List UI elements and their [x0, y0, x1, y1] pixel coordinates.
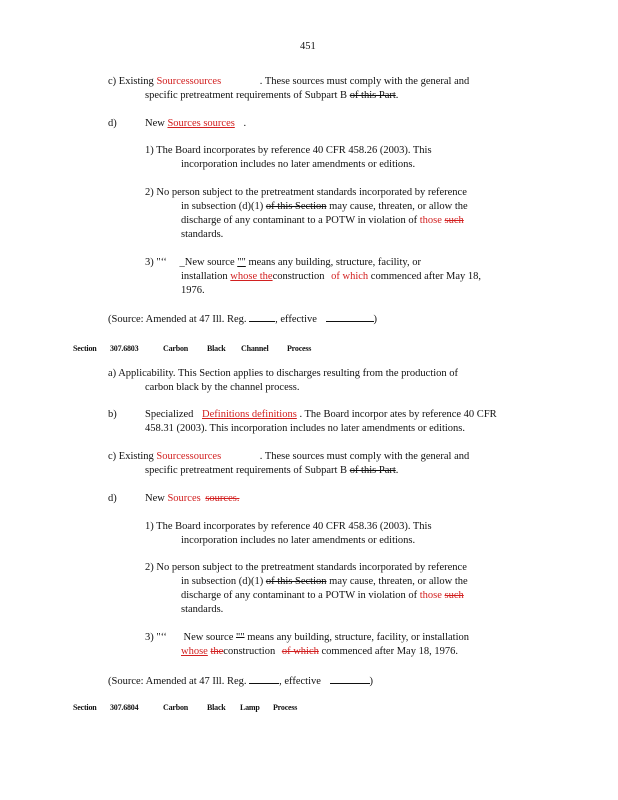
inserted-text: whose [181, 646, 208, 657]
paragraph-text: Specialized [145, 409, 194, 420]
item-3-line3: 1976. [181, 285, 205, 296]
existing-sources-paragraph [108, 75, 469, 88]
paragraph-text: may cause, threaten, or allow the [329, 576, 468, 587]
item-2: 2) No person subject to the pretreatment standards incorporated by reference [145, 187, 467, 198]
subsection-label: c) [108, 76, 117, 87]
paragraph-text: means any building, structure, facility, or installation [247, 632, 469, 643]
new-sources-heading [108, 117, 117, 130]
item-1: 1) The Board incorporates by reference 40 CFR 458.26 (2003). This [145, 145, 432, 156]
section-title-word: Process [273, 703, 298, 712]
paragraph-text: New source [183, 632, 234, 643]
deleted-text: of this Part [349, 90, 396, 101]
paragraph-text: . These sources must comply with the general and [259, 76, 470, 87]
paragraph-text: specific pretreatment requirements of Subpart B [145, 465, 348, 476]
section-title-word: Carbon [163, 344, 189, 353]
source-text: , effective [279, 676, 321, 687]
paragraph-text: specific pretreatment requirements of Subpart B [145, 90, 348, 101]
blank-line [330, 673, 370, 684]
section-title-word: Lamp [240, 703, 260, 712]
inserted-text: Sources [167, 493, 201, 504]
paragraph-text: construction [223, 646, 276, 657]
new-sources-heading: d) [108, 493, 117, 504]
period: . [395, 465, 399, 476]
source-text: ) [369, 676, 374, 687]
source-note [108, 311, 377, 326]
section-title-word: Black [207, 344, 226, 353]
deleted-text: such [444, 590, 464, 601]
paragraph-text: discharge of any contaminant to a POTW in violation of [181, 215, 418, 226]
page-number: 451 [300, 41, 316, 52]
applicability-paragraph: a) Applicability. This Section applies to discharges resulting from the production of [108, 368, 459, 379]
item-2-line2 [181, 200, 468, 213]
inserted-text: Sourcessources [156, 451, 222, 462]
item-3 [145, 256, 421, 269]
existing-word: Existing [118, 76, 154, 87]
inserted-text: those [419, 590, 442, 601]
paragraph-text: installation [181, 271, 228, 282]
item-3-line2 [181, 270, 481, 283]
existing-sources-paragraph [108, 450, 469, 463]
definitions-line2: 458.31 (2003). This incorporation includes no later amendments or editions. [145, 423, 465, 434]
new-sources-text [145, 117, 246, 130]
blank-line [249, 311, 275, 322]
item-2-line4: standards. [181, 229, 224, 240]
paragraph-text: means any building, structure, facility, or [248, 257, 421, 268]
source-text: (Source: Amended at 47 Ill. Reg. [108, 314, 247, 325]
definitions-paragraph [145, 408, 497, 421]
definitions-label: b) [108, 409, 117, 420]
paragraph-text: commenced after May 18, [370, 271, 482, 282]
quote-marks: "" [235, 632, 245, 643]
source-text: , effective [275, 314, 317, 325]
deleted-text: of this Section [265, 201, 327, 212]
paragraph-text: may cause, threaten, or allow the [329, 201, 468, 212]
item-2-line3 [181, 589, 464, 602]
section-title-word: Carbon [163, 703, 189, 712]
item-1-line2: incorporation includes no later amendments or editions. [181, 535, 416, 546]
deleted-text: sources [205, 493, 237, 504]
paragraph-text: . These sources must comply with the general and [259, 451, 470, 462]
existing-word: c) Existing [108, 451, 154, 462]
item-1-line2: incorporation includes no later amendments or editions. [181, 159, 416, 170]
paragraph-text: in subsection (d)(1) [181, 576, 264, 587]
paragraph-text: commenced after May 18, 1976. [321, 646, 458, 657]
inserted-text: Sourcessources [156, 76, 222, 87]
section-number: 307.6803 [110, 344, 139, 353]
new-sources-text [145, 492, 239, 505]
inserted-text: Sources sources [167, 118, 235, 129]
section-title-word: Channel [241, 344, 269, 353]
existing-sources-line2 [145, 89, 398, 102]
item-number: 3) "‘‘ [145, 632, 167, 643]
new-word: New [145, 118, 165, 129]
section-title-word: Black [207, 703, 226, 712]
source-note [108, 673, 373, 688]
deleted-text: of this Part [349, 465, 396, 476]
section-number: 307.6804 [110, 703, 139, 712]
item-3-line2 [181, 645, 458, 658]
applicability-line2: carbon black by the channel process. [145, 382, 300, 393]
item-1: 1) The Board incorporates by reference 40 CFR 458.36 (2003). This [145, 521, 432, 532]
deleted-text: the [210, 646, 224, 657]
item-2: 2) No person subject to the pretreatment standards incorporated by reference [145, 562, 467, 573]
section-word: Section [73, 344, 97, 353]
quote-marks: "" [237, 257, 246, 268]
item-number: 3) "‘‘ [145, 257, 167, 268]
paragraph-text: . The Board incorpor ates by reference 40 CFR [299, 409, 497, 420]
deleted-text: of which [281, 646, 319, 657]
section-title-word: Process [287, 344, 312, 353]
subsection-label: d) [108, 118, 117, 129]
source-text: ) [373, 314, 378, 325]
item-2-line3 [181, 214, 464, 227]
new-word: New [145, 493, 165, 504]
blank-line [326, 311, 374, 322]
inserted-text: those [419, 215, 442, 226]
paragraph-text: discharge of any contaminant to a POTW in violation of [181, 590, 418, 601]
period: . [395, 90, 399, 101]
item-2-line4: standards. [181, 604, 224, 615]
existing-sources-line2 [145, 464, 398, 477]
inserted-text: Definitions definitions [202, 409, 297, 420]
inserted-text: of which [331, 271, 369, 282]
period: . [243, 118, 247, 129]
paragraph-text: construction [272, 271, 325, 282]
inserted-text: whose the [230, 271, 273, 282]
item-3 [145, 631, 469, 644]
item-2-line2 [181, 575, 468, 588]
paragraph-text: _New source [179, 257, 235, 268]
blank-line [249, 673, 279, 684]
deleted-text: of this Section [265, 576, 327, 587]
section-word: Section [73, 703, 97, 712]
source-text: (Source: Amended at 47 Ill. Reg. [108, 676, 247, 687]
paragraph-text: in subsection (d)(1) [181, 201, 264, 212]
deleted-text: such [444, 215, 464, 226]
period: . [236, 493, 240, 504]
